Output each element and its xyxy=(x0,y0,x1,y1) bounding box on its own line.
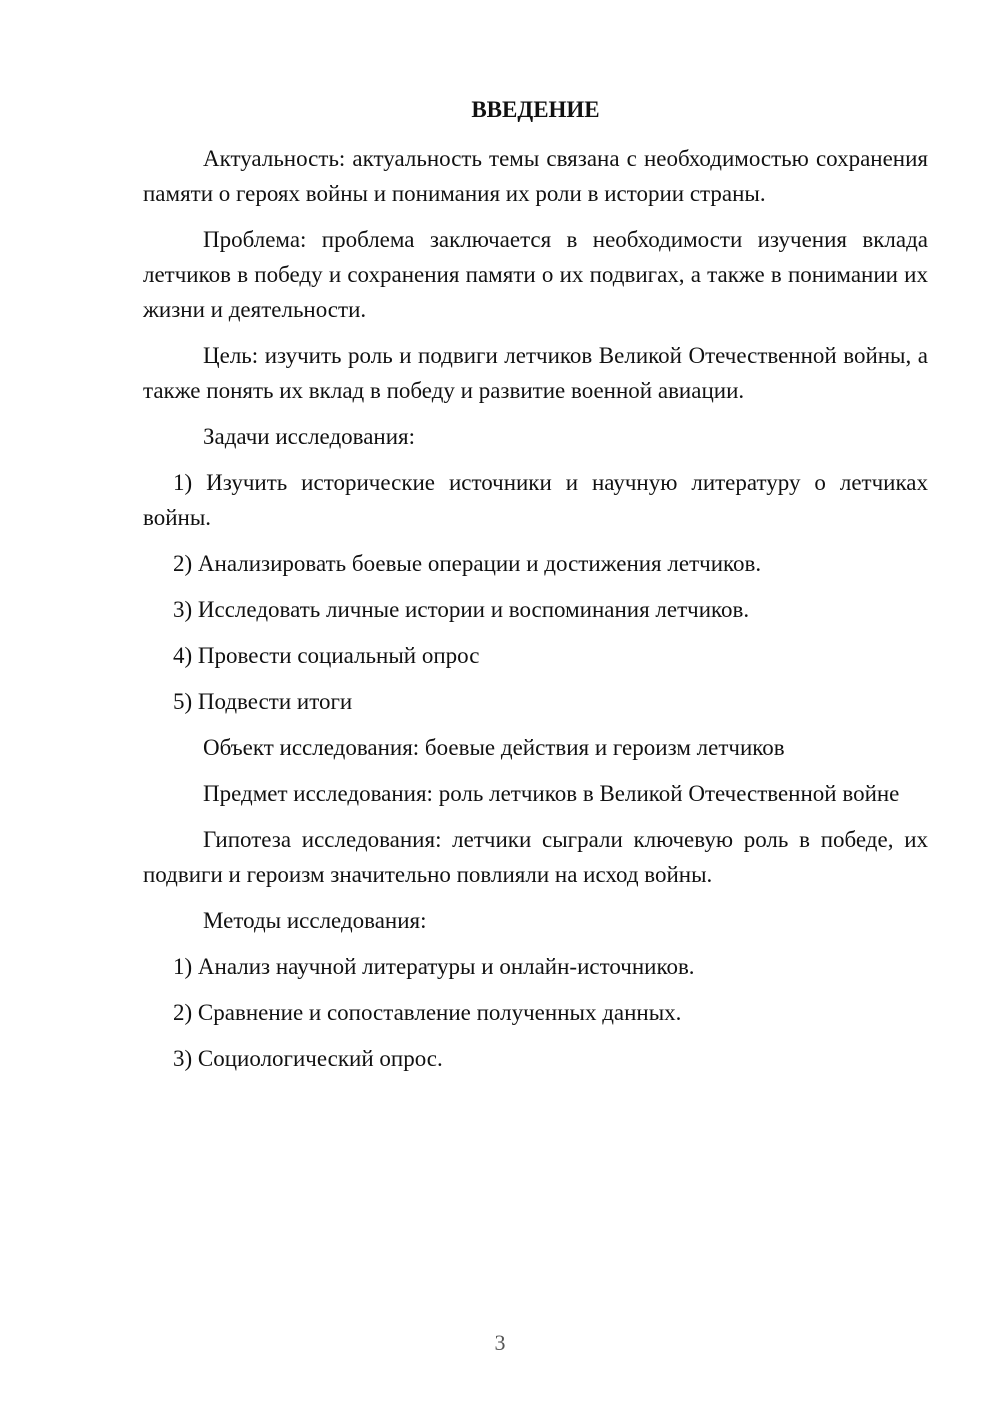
page-title: ВВЕДЕНИЕ xyxy=(471,97,600,122)
method-item-2: 2) Сравнение и сопоставление полученных данных. xyxy=(173,1000,682,1025)
task-item-2: 2) Анализировать боевые операции и достижения летчиков. xyxy=(173,551,762,576)
goal-paragraph: Цель: изучить роль и подвиги летчиков Великой Отечественной войны, а также понять их вклад в победу и развитие военной авиации. xyxy=(143,343,928,403)
task-item-5: 5) Подвести итоги xyxy=(173,689,353,714)
hypothesis-paragraph: Гипотеза исследования: летчики сыграли ключевую роль в победе, их подвиги и героизм значительно повлияли на исход войны. xyxy=(143,827,928,887)
document-body xyxy=(143,92,928,1087)
task-item-1: 1) Изучить исторические источники и научную литературу о летчиках войны. xyxy=(143,470,928,530)
method-item-3: 3) Социологический опрос. xyxy=(173,1046,443,1071)
method-item-1: 1) Анализ научной литературы и онлайн-источников. xyxy=(173,954,695,979)
relevance-paragraph: Актуальность: актуальность темы связана с необходимостью сохранения памяти о героях войны и понимания их роли в истории страны. xyxy=(143,146,928,206)
task-item-4: 4) Провести социальный опрос xyxy=(173,643,480,668)
page-number: 3 xyxy=(494,1330,506,1355)
problem-paragraph: Проблема: проблема заключается в необходимости изучения вклада летчиков в победу и сохранения памяти о их подвигах, а также в понимании их жизни и деятельности. xyxy=(143,227,928,322)
tasks-heading: Задачи исследования: xyxy=(203,424,416,449)
task-item-3: 3) Исследовать личные истории и воспоминания летчиков. xyxy=(173,597,750,622)
subject-paragraph: Предмет исследования: роль летчиков в Великой Отечественной войне xyxy=(203,781,900,806)
methods-heading: Методы исследования: xyxy=(203,908,427,933)
object-paragraph: Объект исследования: боевые действия и героизм летчиков xyxy=(203,735,785,760)
